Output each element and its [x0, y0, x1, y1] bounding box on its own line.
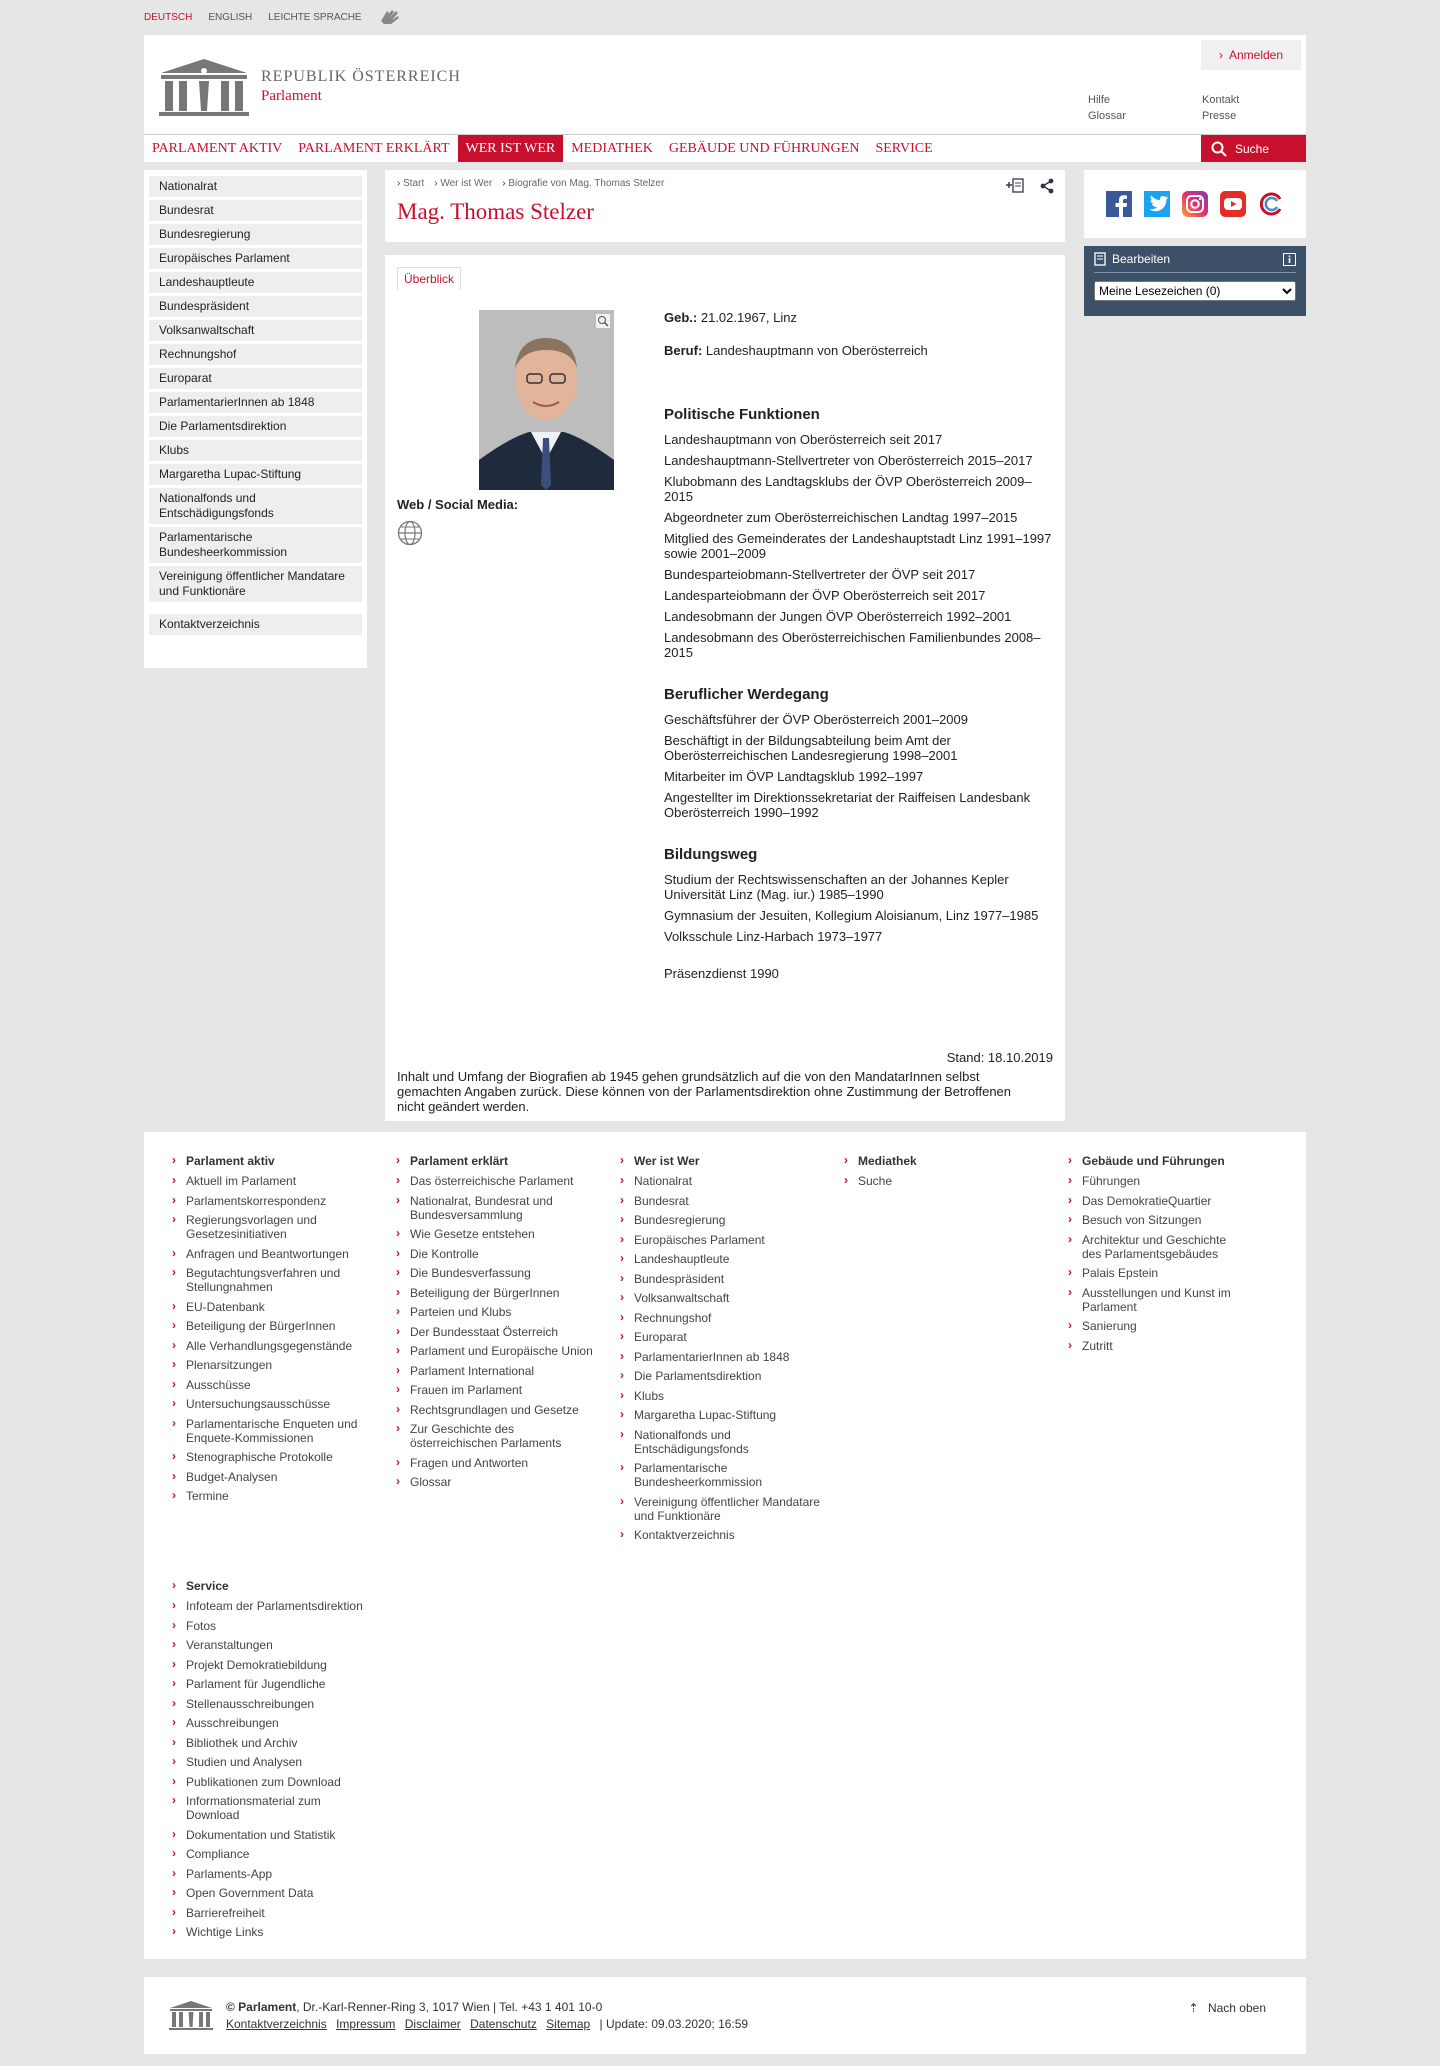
center-column: [385, 170, 1065, 1121]
footer-link[interactable]: › Klubs: [620, 1389, 820, 1403]
back-to-top-label: Nach oben: [1207, 2001, 1266, 2015]
footer-link-sitemap[interactable]: Sitemap: [546, 2017, 591, 2031]
list-item: Beschäftigt in der Bildungsabteilung beim Amt der Oberösterreichischen Landesregierung 1998–2001: [664, 733, 958, 763]
footer-link[interactable]: › Veranstaltungen: [172, 1638, 372, 1652]
login-label: Anmelden: [1228, 48, 1284, 62]
list-item: Landesobmann der Jungen ÖVP Oberösterreich 1992–2001: [664, 609, 1012, 624]
biography-facts: [664, 310, 1052, 987]
birth-info: [664, 310, 1052, 325]
list-item: Gymnasium der Jesuiten, Kollegium Aloisianum, Linz 1977–1985: [664, 908, 1039, 923]
social-links: [1084, 170, 1306, 238]
footer-link-kontaktverzeichnis[interactable]: Kontaktverzeichnis: [226, 2017, 327, 2031]
bookmarks-box: [1084, 246, 1306, 316]
footer-link[interactable]: › Plenarsitzungen: [172, 1358, 372, 1372]
bookmark-icon: [1094, 252, 1106, 266]
footer-link[interactable]: › Nationalrat, Bundesrat und Bundesversammlung: [396, 1194, 596, 1222]
leftnav-item[interactable]: Rechnungshof: [149, 344, 362, 365]
section-heading: Beruflicher Werdegang: [664, 686, 829, 703]
footer-link[interactable]: › Bundesregierung: [620, 1213, 820, 1227]
footer-link[interactable]: › Die Parlamentsdirektion: [620, 1369, 820, 1383]
copyright: © Parlament: [226, 2000, 297, 2014]
leftnav-item[interactable]: Parlamentarische Bundesheerkommission: [149, 527, 362, 563]
bookmarks-title[interactable]: Bearbeiten: [1112, 252, 1171, 266]
bookmarks-select[interactable]: [1094, 281, 1296, 301]
footer-link[interactable]: › Ausschüsse: [172, 1378, 372, 1392]
globe-icon: [397, 520, 423, 546]
twitter-icon[interactable]: [1144, 191, 1170, 217]
footer-link[interactable]: › EU-Datenbank: [172, 1300, 372, 1314]
footer-link[interactable]: › Kontaktverzeichnis: [620, 1528, 820, 1542]
footer-link[interactable]: › Parlamentskorrespondenz: [172, 1194, 372, 1208]
search-label: Suche: [1235, 141, 1270, 156]
footer-link[interactable]: › Führungen: [1068, 1174, 1248, 1188]
list-item: Landeshauptmann von Oberösterreich seit 2017: [664, 432, 943, 447]
footer-link[interactable]: › Parlament International: [396, 1364, 596, 1378]
footer-link[interactable]: › Alle Verhandlungsgegenstände: [172, 1339, 372, 1353]
list-item: Präsenzdienst 1990: [664, 966, 779, 981]
footer-link[interactable]: › Architektur und Geschichte des Parlamentsgebäudes: [1068, 1233, 1248, 1261]
help-link[interactable]: Hilfe: [1088, 94, 1111, 106]
footer-link[interactable]: › Publikationen zum Download: [172, 1775, 372, 1789]
right-column: [1084, 170, 1306, 316]
footer-link[interactable]: › Fragen und Antworten: [396, 1456, 596, 1470]
footer-link[interactable]: › Dokumentation und Statistik: [172, 1828, 372, 1842]
facebook-icon[interactable]: [1106, 191, 1132, 217]
footer-link[interactable]: › Europäisches Parlament: [620, 1233, 820, 1247]
leftnav-item[interactable]: Nationalfonds und Entschädigungsfonds: [149, 488, 362, 524]
tab-ueberblick[interactable]: Überblick: [397, 267, 461, 290]
instagram-icon[interactable]: [1182, 191, 1208, 217]
footer-link[interactable]: › Bibliothek und Archiv: [172, 1736, 372, 1750]
footer-link[interactable]: › Fotos: [172, 1619, 372, 1633]
footer-link[interactable]: › Parlament und Europäische Union: [396, 1344, 596, 1358]
leftnav-item[interactable]: Die Parlamentsdirektion: [149, 416, 362, 437]
portrait-image: [479, 310, 614, 490]
birth-value: 21.02.1967, Linz: [700, 310, 797, 325]
footer-heading[interactable]: › Parlament aktiv: [172, 1154, 372, 1168]
job-value: Landeshauptmann von Oberösterreich: [705, 343, 928, 358]
footer-col-service: [172, 1579, 372, 1945]
back-to-top-link[interactable]: [1189, 2001, 1266, 2015]
footer-link[interactable]: › Parlamentarische Enqueten und Enquete-Kommissionen: [172, 1417, 372, 1445]
info-icon[interactable]: [1283, 253, 1296, 266]
portrait-photo[interactable]: [479, 310, 614, 490]
footer-link[interactable]: › Sanierung: [1068, 1319, 1248, 1333]
footer-link[interactable]: › Das österreichische Parlament: [396, 1174, 596, 1188]
footer-link[interactable]: › Rechtsgrundlagen und Gesetze: [396, 1403, 596, 1417]
footer-link[interactable]: › Suche: [844, 1174, 1044, 1188]
search-icon: [1211, 141, 1227, 157]
breadcrumb-wer-ist-wer[interactable]: › Wer ist Wer: [434, 178, 492, 189]
footer-heading[interactable]: › Mediathek: [844, 1154, 1044, 1168]
footer-heading[interactable]: › Service: [172, 1579, 372, 1593]
leftnav-item[interactable]: Europäisches Parlament: [149, 248, 362, 269]
press-link[interactable]: Presse: [1202, 110, 1237, 122]
leftnav-item[interactable]: Nationalrat: [149, 176, 362, 197]
footer-heading[interactable]: › Parlament erklärt: [396, 1154, 596, 1168]
nav-service[interactable]: SERVICE: [875, 140, 933, 156]
footer-link[interactable]: › Wie Gesetze entstehen: [396, 1227, 596, 1241]
footer-link[interactable]: › Bundespräsident: [620, 1272, 820, 1286]
footer-link-disclaimer[interactable]: Disclaimer: [404, 2017, 461, 2031]
footer-link[interactable]: › Bundesrat: [620, 1194, 820, 1208]
footer-link[interactable]: › Compliance: [172, 1847, 372, 1861]
site-header: [144, 35, 1306, 162]
add-bookmark-icon[interactable]: [1005, 178, 1025, 194]
footer-col-parlament-erklaert: [396, 1154, 596, 1495]
update-info: | Update: 09.03.2020; 16:59: [599, 2017, 749, 2031]
arrow-up-icon: ⇡: [1188, 2001, 1199, 2015]
footer-col-parlament-aktiv: [172, 1154, 372, 1509]
list-item: Mitarbeiter im ÖVP Landtagsklub 1992–1997: [664, 769, 924, 784]
footer-link[interactable]: › Landeshauptleute: [620, 1252, 820, 1266]
main-navigation: [144, 134, 1306, 162]
list-item: Angestellter im Direktionssekretariat der Raiffeisen Landesbank Oberösterreich 1990–1992: [664, 790, 1031, 820]
site-logo[interactable]: [159, 55, 461, 117]
footer-link[interactable]: › Nationalrat: [620, 1174, 820, 1188]
social-media-label: Web / Social Media:: [397, 497, 519, 512]
bottom-bar: [144, 1977, 1306, 2054]
parlament-app-icon[interactable]: [1258, 191, 1284, 217]
logo-title: REPUBLIK ÖSTERREICH: [261, 67, 461, 85]
list-item: Studium der Rechtswissenschaften an der Johannes Kepler Universität Linz (Mag. iur.) 1985–1990: [664, 872, 1009, 902]
footer-link[interactable]: › Rechnungshof: [620, 1311, 820, 1325]
footer-link-impressum[interactable]: Impressum: [336, 2017, 396, 2031]
footer-link[interactable]: › Stenographische Protokolle: [172, 1450, 372, 1464]
footer-link[interactable]: › Volksanwaltschaft: [620, 1291, 820, 1305]
top-links-1: [1088, 92, 1126, 124]
footer-link[interactable]: › Projekt Demokratiebildung: [172, 1658, 372, 1672]
lang-leichte-sprache[interactable]: LEICHTE SPRACHE: [268, 12, 362, 23]
language-bar: [144, 0, 1306, 35]
footer-link[interactable]: › Margaretha Lupac-Stiftung: [620, 1408, 820, 1422]
footer-link[interactable]: › Parlaments-App: [172, 1867, 372, 1881]
footer-link[interactable]: › Parteien und Klubs: [396, 1305, 596, 1319]
footer-link[interactable]: › Vereinigung öffentlicher Mandatare und Funktionäre: [620, 1495, 820, 1523]
nav-wer-ist-wer[interactable]: WER IST WER: [458, 135, 564, 162]
leftnav-item[interactable]: Bundesregierung: [149, 224, 362, 245]
list-item: Abgeordneter zum Oberösterreichischen Landtag 1997–2015: [664, 510, 1018, 525]
footer-link[interactable]: › Ausstellungen und Kunst im Parlament: [1068, 1286, 1248, 1314]
footer-link[interactable]: › Nationalfonds und Entschädigungsfonds: [620, 1428, 820, 1456]
breadcrumb-current: › Biografie von Mag. Thomas Stelzer: [502, 178, 664, 189]
footer-link[interactable]: › Untersuchungsausschüsse: [172, 1397, 372, 1411]
list-item: Volksschule Linz-Harbach 1973–1977: [664, 929, 883, 944]
section-heading: Politische Funktionen: [664, 406, 820, 423]
breadcrumb-start[interactable]: › Start: [397, 178, 424, 189]
footer-link[interactable]: › Palais Epstein: [1068, 1266, 1248, 1280]
footer-link[interactable]: › Anfragen und Beantwortungen: [172, 1247, 372, 1261]
leftnav-item[interactable]: ParlamentarierInnen ab 1848: [149, 392, 362, 413]
leftnav-item[interactable]: Bundesrat: [149, 200, 362, 221]
leftnav-item-kontaktverzeichnis[interactable]: Kontaktverzeichnis: [149, 614, 362, 635]
address: , Dr.-Karl-Renner-Ring 3, 1017 Wien | Tel. +43 1 401 10-0: [296, 2000, 603, 2014]
biography-panel: [385, 255, 1065, 1121]
parliament-small-logo-icon: [169, 1999, 213, 2031]
birth-label: Geb.:: [664, 310, 698, 325]
footer-link[interactable]: › Die Bundesverfassung: [396, 1266, 596, 1280]
list-item: Geschäftsführer der ÖVP Oberösterreich 2001–2009: [664, 712, 968, 727]
leftnav-item[interactable]: Vereinigung öffentlicher Mandatare und Funktionäre: [149, 566, 362, 602]
breadcrumb: [397, 178, 1053, 189]
nav-parlament-erklaert[interactable]: PARLAMENT ERKLÄRT: [298, 140, 450, 156]
footer-link[interactable]: › Begutachtungsverfahren und Stellungnahmen: [172, 1266, 372, 1294]
website-link[interactable]: [397, 520, 423, 549]
footer-col-mediathek: [844, 1154, 1044, 1194]
leftnav-item[interactable]: Europarat: [149, 368, 362, 389]
footer-link[interactable]: › Glossar: [396, 1475, 596, 1489]
footer-link[interactable]: › Parlamentarische Bundesheerkommission: [620, 1461, 820, 1489]
footer-link[interactable]: › Studien und Analysen: [172, 1755, 372, 1769]
footer-link[interactable]: › Die Kontrolle: [396, 1247, 596, 1261]
list-item: Bundesparteiobmann-Stellvertreter der ÖVP seit 2017: [664, 567, 976, 582]
footer-link[interactable]: › Stellenausschreibungen: [172, 1697, 372, 1711]
job-label: Beruf:: [664, 343, 703, 358]
lang-deutsch[interactable]: DEUTSCH: [144, 12, 193, 23]
footer-link[interactable]: › Europarat: [620, 1330, 820, 1344]
list-item: Landesobmann des Oberösterreichischen Familienbundes 2008–2015: [664, 630, 1041, 660]
footer-link[interactable]: › Termine: [172, 1489, 372, 1503]
page-title: Mag. Thomas Stelzer: [397, 199, 594, 224]
footer-link[interactable]: › Der Bundesstaat Österreich: [396, 1325, 596, 1339]
footer-link[interactable]: › Besuch von Sitzungen: [1068, 1213, 1248, 1227]
list-item: Landesparteiobmann der ÖVP Oberösterreich seit 2017: [664, 588, 986, 603]
footer-link[interactable]: › Das DemokratieQuartier: [1068, 1194, 1248, 1208]
footer-link[interactable]: › Wichtige Links: [172, 1925, 372, 1939]
footer-link[interactable]: › Aktuell im Parlament: [172, 1174, 372, 1188]
contact-link[interactable]: Kontakt: [1202, 94, 1240, 106]
youtube-icon[interactable]: [1220, 191, 1246, 217]
footer-heading[interactable]: › Gebäude und Führungen: [1068, 1154, 1248, 1168]
left-navigation: [144, 170, 367, 668]
footer-link[interactable]: › Barrierefreiheit: [172, 1906, 372, 1920]
footer-link[interactable]: › Frauen im Parlament: [396, 1383, 596, 1397]
footer-info: [226, 1999, 748, 2033]
footer-link[interactable]: › ParlamentarierInnen ab 1848: [620, 1350, 820, 1364]
list-item: Klubobmann des Landtagsklubs der ÖVP Oberösterreich 2009–2015: [664, 474, 1032, 504]
sign-language-icon[interactable]: [378, 7, 404, 28]
share-icon[interactable]: [1039, 178, 1055, 194]
list-item: Landeshauptmann-Stellvertreter von Oberösterreich 2015–2017: [664, 453, 1033, 468]
leftnav-item[interactable]: Volksanwaltschaft: [149, 320, 362, 341]
footer-link[interactable]: › Beteiligung der BürgerInnen: [396, 1286, 596, 1300]
footer-link-datenschutz[interactable]: Datenschutz: [470, 2017, 537, 2031]
title-box: [385, 170, 1065, 242]
footer-link[interactable]: › Beteiligung der BürgerInnen: [172, 1319, 372, 1333]
job-info: [664, 343, 1052, 358]
list-item: Mitglied des Gemeinderates der Landeshauptstadt Linz 1991–1997 sowie 2001–2009: [664, 531, 1052, 561]
stand-date: Stand: 18.10.2019: [946, 1050, 1053, 1065]
leftnav-item[interactable]: Margaretha Lupac-Stiftung: [149, 464, 362, 485]
search-button[interactable]: [1201, 135, 1306, 162]
nav-parlament-aktiv[interactable]: PARLAMENT AKTIV: [152, 140, 283, 156]
footer-link[interactable]: › Regierungsvorlagen und Gesetzesinitiativen: [172, 1213, 372, 1241]
footer-col-wer-ist-wer: [620, 1154, 820, 1548]
footer-link[interactable]: › Parlament für Jugendliche: [172, 1677, 372, 1691]
footer-col-gebaeude: [1068, 1154, 1248, 1358]
footer-link[interactable]: › Zutritt: [1068, 1339, 1248, 1353]
leftnav-item[interactable]: Landeshauptleute: [149, 272, 362, 293]
footer-navigation: [144, 1132, 1306, 1959]
footer-link[interactable]: › Open Government Data: [172, 1886, 372, 1900]
footer-heading[interactable]: › Wer ist Wer: [620, 1154, 820, 1168]
nav-mediathek[interactable]: MEDIATHEK: [571, 140, 653, 156]
footer-link[interactable]: › Informationsmaterial zum Download: [172, 1794, 372, 1822]
nav-gebaeude[interactable]: GEBÄUDE UND FÜHRUNGEN: [668, 140, 860, 156]
disclaimer-text: Inhalt und Umfang der Biografien ab 1945 gehen grundsätzlich auf die von den MandatarInnen selbst gemachten Angaben zurück. Diese können von der Parlamentsdirektion ohne Zustimmung der Betroffenen nicht geändert werden.: [397, 1069, 1012, 1114]
footer-link[interactable]: › Infoteam der Parlamentsdirektion: [172, 1599, 372, 1613]
footer-link[interactable]: › Zur Geschichte des österreichischen Parlaments: [396, 1422, 596, 1450]
glossary-link[interactable]: Glossar: [1088, 110, 1126, 122]
section-heading: Bildungsweg: [664, 846, 758, 863]
leftnav-item[interactable]: Bundespräsident: [149, 296, 362, 317]
parliament-logo-icon: [159, 55, 249, 117]
top-links-2: [1202, 92, 1239, 124]
zoom-icon[interactable]: [596, 314, 610, 328]
login-button[interactable]: [1201, 40, 1301, 70]
footer-link[interactable]: › Ausschreibungen: [172, 1716, 372, 1730]
title-actions: [1005, 178, 1055, 194]
lang-english[interactable]: ENGLISH: [208, 12, 253, 23]
chevron-right-icon: ›: [1218, 48, 1223, 62]
main-content: [144, 170, 1306, 1132]
leftnav-item[interactable]: Klubs: [149, 440, 362, 461]
footer-link[interactable]: › Budget-Analysen: [172, 1470, 372, 1484]
logo-subtitle: Parlament: [261, 87, 322, 104]
